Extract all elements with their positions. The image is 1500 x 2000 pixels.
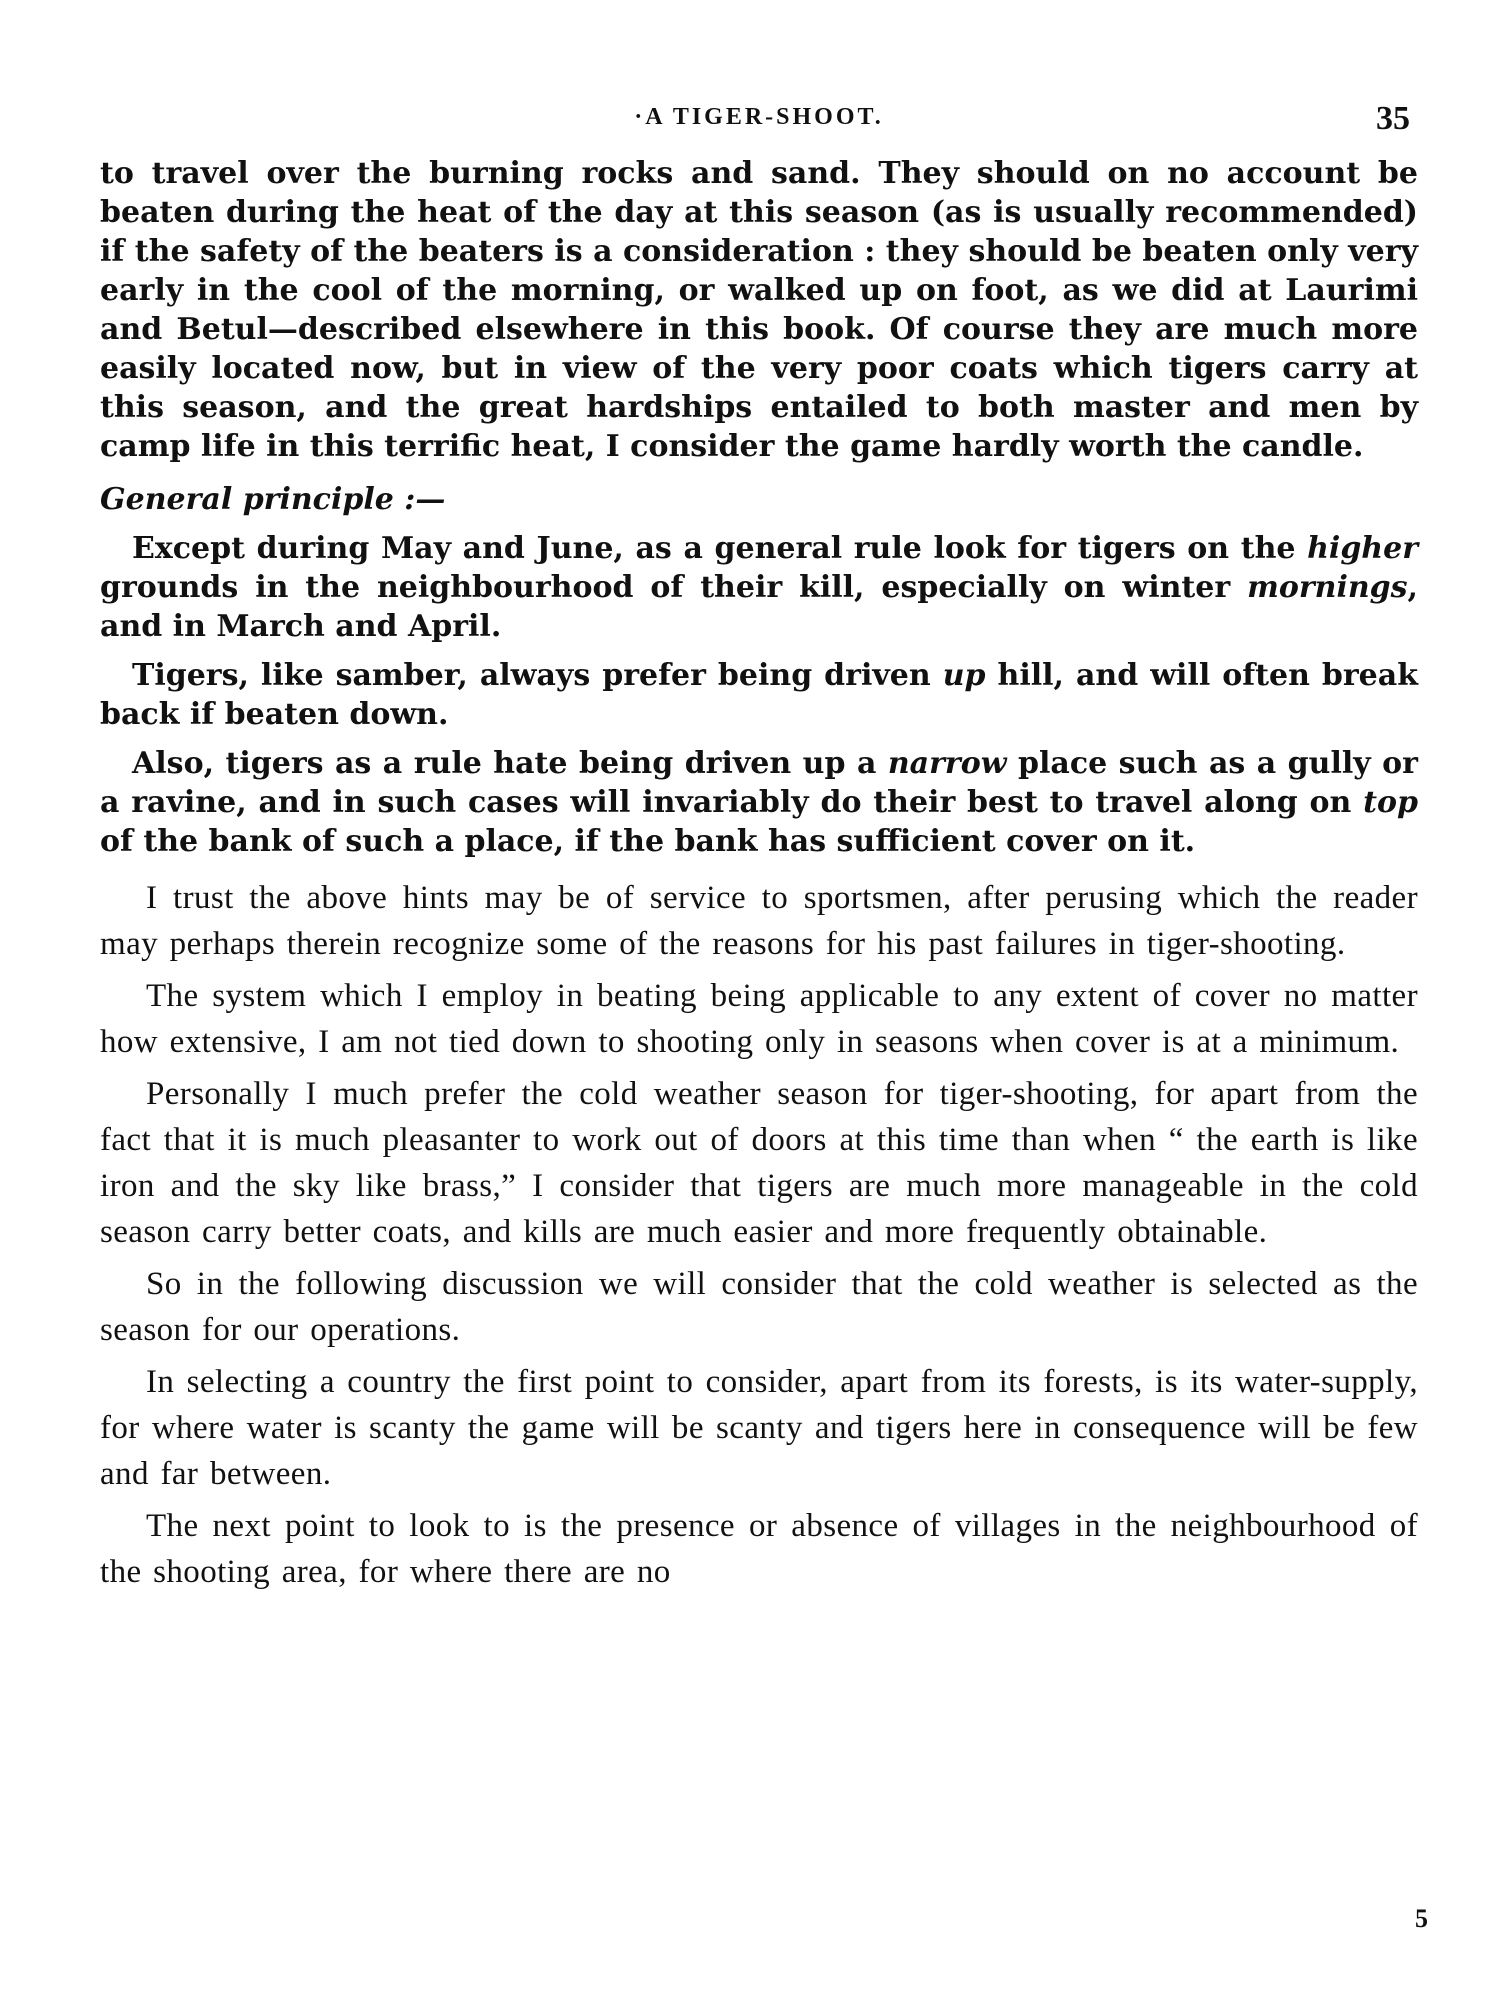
emphasis-text: up <box>942 658 986 693</box>
paragraph-5: In selecting a country the first point to consider, apart from its forests, is its water-supply, for where water is scanty the game will be scanty and tigers here in consequence will be few and far between. <box>100 1364 1418 1492</box>
text-run: hill, and will often break back if beaten down. <box>100 658 1418 732</box>
paragraph-3: Personally I much prefer the cold weather season for tiger-shooting, for apart from the fact that it is much pleasanter to work out of doors at this time than when “ the earth is like iron and the sky like brass,” I consider that tigers are much more manageable in the cold season carry better coats, and kills are much easier and more frequently obtainable. <box>100 1076 1418 1250</box>
paragraph-2: The system which I employ in beating being applicable to any extent of cover no matter how extensive, I am not tied down to shooting only in seasons when cover is at a minimum. <box>100 978 1418 1060</box>
emphasis-text: narrow <box>887 746 1007 781</box>
paragraph-bold-2 <box>100 529 1418 646</box>
section-heading: General principle :— <box>100 482 446 517</box>
book-page <box>100 96 1418 1601</box>
signature-mark: 5 <box>1415 1904 1428 1933</box>
emphasis-text: top <box>1363 785 1418 820</box>
text-run: , and in March and April. <box>100 570 1418 644</box>
text-run: place such as a gully or a ravine, and in such cases will invariably do their best to travel along on <box>100 746 1418 820</box>
bold-hints-section <box>100 154 1418 861</box>
page-header <box>100 96 1418 154</box>
main-text-section <box>100 875 1418 1595</box>
emphasis-text: mornings <box>1247 570 1408 605</box>
paragraph-bold-3 <box>100 656 1418 734</box>
text-run: Also, tigers as a rule hate being driven up a <box>132 746 888 781</box>
page-number: 35 <box>1376 100 1410 137</box>
paragraph-6: The next point to look to is the presence or absence of villages in the neighbourhood of the shooting area, for where there are no <box>100 1508 1418 1590</box>
paragraph-4: So in the following discussion we will consider that the cold weather is selected as the season for our operations. <box>100 1266 1418 1348</box>
text-run: Tigers, like samber, always prefer being driven <box>132 658 943 693</box>
paragraph-1: I trust the above hints may be of service to sportsmen, after perusing which the reader may perhaps therein recognize some of the reasons for his past failures in tiger-shooting. <box>100 880 1418 962</box>
emphasis-text: higher <box>1307 531 1418 566</box>
paragraph-bold-1: to travel over the burning rocks and sand. They should on no account be beaten during the heat of the day at this season (as is usually recommended) if the safety of the beaters is a consideration : they should be beaten only very early in the cool of the morning, or walked up on foot, as we did at Laurimi and Betul—described elsewhere in this book. Of course they are much more easily located now, but in view of the very poor coats which tigers carry at this season, and the great hardships entailed to both master and men by camp life in this terrific heat, I consider the game hardly worth the candle. <box>100 156 1418 464</box>
paragraph-bold-4 <box>100 744 1418 861</box>
text-run: of the bank of such a place, if the bank has sufficient cover on it. <box>100 824 1196 859</box>
text-run: grounds in the neighbourhood of their kill, especially on winter <box>100 570 1248 605</box>
text-run: Except during May and June, as a general rule look for tigers on the <box>132 531 1308 566</box>
running-head: ·A TIGER-SHOOT. <box>634 104 884 130</box>
